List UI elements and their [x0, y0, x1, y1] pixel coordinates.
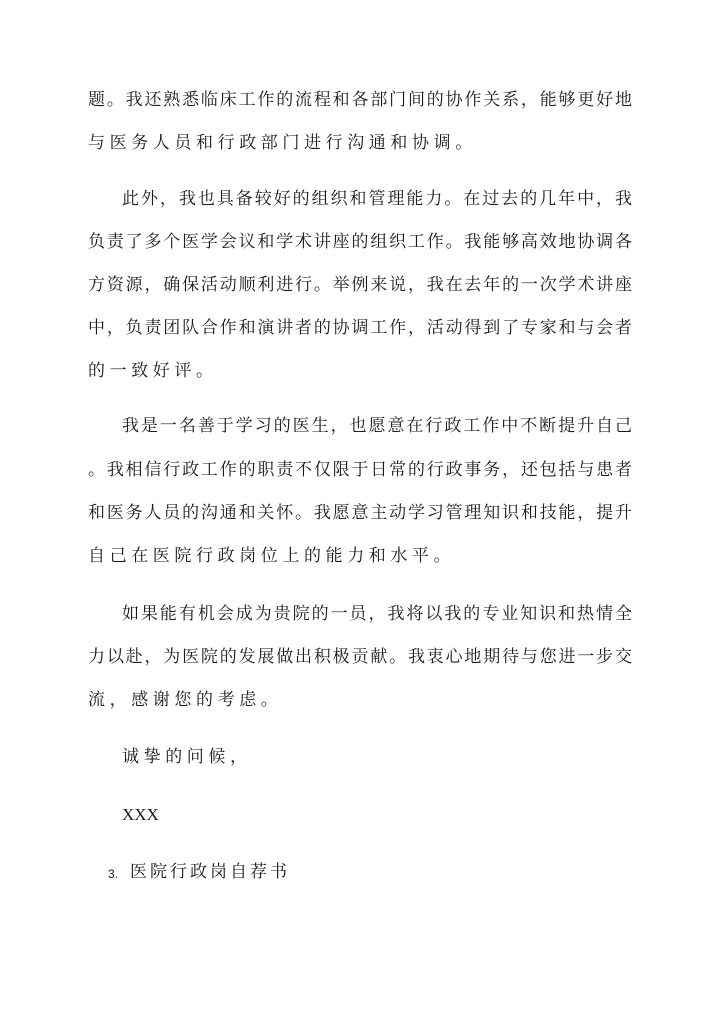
paragraph-1-line-1: 题。我还熟悉临床工作的流程和各部门间的协作关系，能够更好地 — [88, 90, 632, 110]
paragraph-3-line-1: 我是一名善于学习的医生，也愿意在行政工作中不断提升自己 — [122, 416, 632, 436]
paragraph-2-line-1: 此外，我也具备较好的组织和管理能力。在过去的几年中，我 — [122, 189, 632, 209]
paragraph-3-line-3: 和医务人员的沟通和关怀。我愿意主动学习管理知识和技能，提升 — [88, 503, 632, 523]
signature: XXX — [122, 805, 159, 824]
section-title: 医院行政岗自荐书 — [130, 862, 290, 882]
paragraph-2-line-3: 方资源，确保活动顺利进行。举例来说，我在去年的一次学术讲座 — [88, 275, 632, 295]
paragraph-4-line-3: 流，感谢您的考虑。 — [88, 690, 283, 710]
paragraph-2-line-4: 中，负责团队合作和演讲者的协调工作，活动得到了专家和与会者 — [88, 318, 632, 338]
section-number: 3. — [108, 867, 119, 881]
closing: 诚挚的问候， — [122, 747, 252, 767]
paragraph-4-line-1: 如果能有机会成为贵院的一员，我将以我的专业知识和热情全 — [122, 604, 632, 624]
paragraph-3-line-2: 。我相信行政工作的职责不仅限于日常的行政事务，还包括与患者 — [88, 460, 632, 480]
paragraph-2-line-5: 的一致好评。 — [88, 361, 218, 381]
paragraph-2-line-2: 负责了多个医学会议和学术讲座的组织工作。我能够高效地协调各 — [88, 232, 632, 252]
paragraph-1-line-2: 与医务人员和行政部门进行沟通和协调。 — [88, 133, 477, 153]
paragraph-3-line-4: 自己在医院行政岗位上的能力和水平。 — [88, 546, 456, 566]
paragraph-4-line-2: 力以赴，为医院的发展做出积极贡献。我衷心地期待与您进一步交 — [88, 647, 632, 667]
